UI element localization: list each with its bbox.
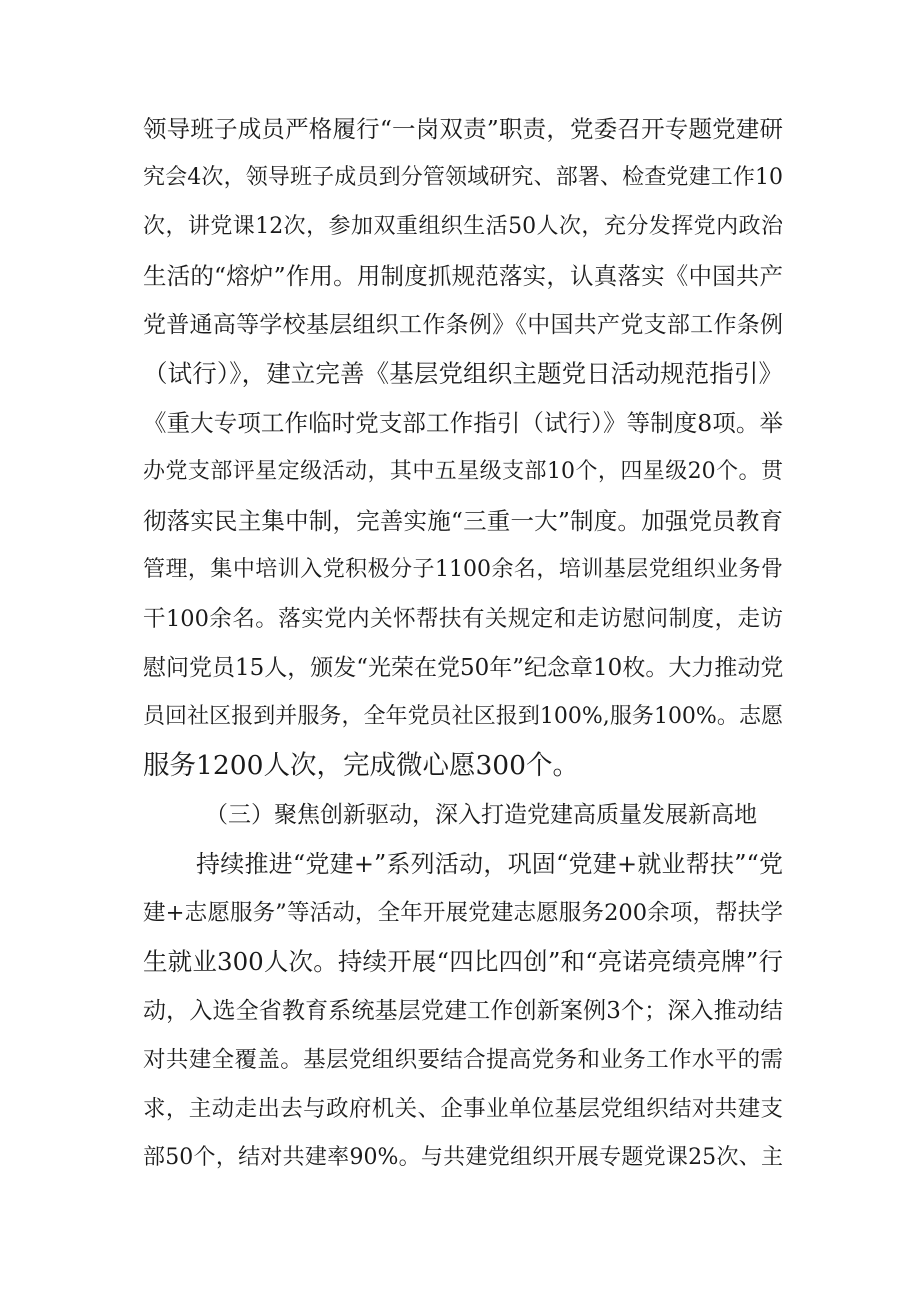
paragraph-1-line-10: 管理，集中培训入党积极分子1100余名，培训基层党组织业务骨 <box>143 557 783 582</box>
paragraph-1-line-1: 领导班子成员严格履行“一岗双责”职责，党委召开专题党建研 <box>143 115 783 143</box>
paragraph-2-line-7: 部50个，结对共建率90%。与共建党组织开展专题党课25次、主 <box>143 1145 783 1170</box>
paragraph-1-line-4: 生活的“熔炉”作用。用制度抓规范落实，认真落实《中国共产 <box>143 262 783 290</box>
paragraph-1-line-14: 服务1200人次，完成微心愿300个。 <box>143 750 580 781</box>
paragraph-1-line-9: 彻落实民主集中制，完善实施“三重一大”制度。加强党员教育 <box>143 507 783 535</box>
paragraph-1-line-7: 《重大专项工作临时党支部工作指引（试行）》等制度8项。举 <box>143 409 783 437</box>
paragraph-2-line-3: 生就业300人次。持续开展“四比四创”和“亮诺亮绩亮牌”行 <box>143 947 783 976</box>
paragraph-2-line-6: 求，主动走出去与政府机关、企事业单位基层党组织结对共建支 <box>143 1096 783 1122</box>
paragraph-1-line-8: 办党支部评星定级活动，其中五星级支部10个，四星级20个。贯 <box>143 459 783 484</box>
section-heading: （三）聚焦创新驱动，深入打造党建高质量发展新高地 <box>205 802 757 828</box>
paragraph-1-line-3: 次，讲党课12次，参加双重组织生活50人次，充分发挥党内政治 <box>143 214 783 239</box>
paragraph-1-line-12: 慰问党员15人，颁发“光荣在党50年”纪念章10枚。大力推动党 <box>143 655 784 681</box>
paragraph-1-line-13: 员回社区报到并服务，全年党员社区报到100%,服务100%。志愿 <box>143 704 783 729</box>
paragraph-2-line-1: 持续推进“党建+”系列活动，巩固“党建+就业帮扶”“党 <box>196 850 783 878</box>
paragraph-1-line-5: 党普通高等学校基层组织工作条例》《中国共产党支部工作条例 <box>143 312 783 338</box>
paragraph-2-line-4: 动，入选全省教育系统基层党建工作创新案例3个；深入推动结 <box>143 998 783 1024</box>
paragraph-2-line-5: 对共建全覆盖。基层党组织要结合提高党务和业务工作水平的需 <box>143 1047 783 1073</box>
paragraph-1-line-6: （试行）》，建立完善《基层党组织主题党日活动规范指引》 <box>143 359 783 388</box>
paragraph-1-line-11: 干100余名。落实党内关怀帮扶有关规定和走访慰问制度，走访 <box>143 606 783 632</box>
paragraph-2-line-2: 建+志愿服务”等活动，全年开展党建志愿服务200余项，帮扶学 <box>143 900 783 926</box>
paragraph-1-line-2: 究会4次，领导班子成员到分管领域研究、部署、检查党建工作10 <box>143 165 783 190</box>
